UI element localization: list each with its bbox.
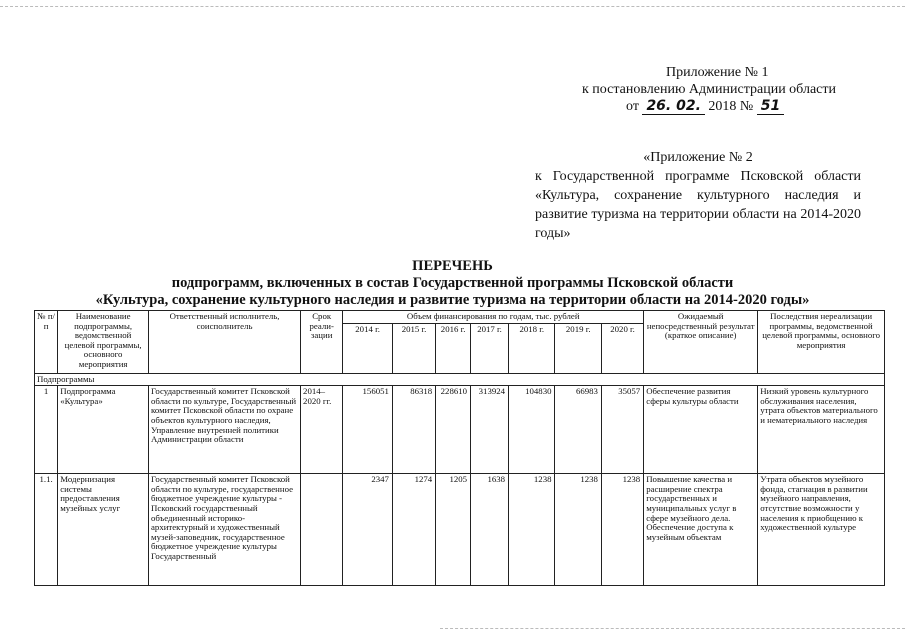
cell-value: 1638 <box>471 474 509 586</box>
handwritten-number: 51 <box>757 98 784 115</box>
cell-responsible: Государственный комитет Псковской области по культуре, Государственный комитет Псковской области по охране объектов культурного наследия, Управление внутренней политики Администрации области <box>149 386 301 474</box>
header-consequences: Последствия нереализации программы, ведомственной целевой программы, основного мероприятия <box>758 311 885 374</box>
document-heading <box>0 258 905 309</box>
header-year: 2014 г. <box>343 323 393 373</box>
header-year: 2019 г. <box>555 323 601 373</box>
appendix1-date-line <box>626 98 784 115</box>
header-year: 2017 г. <box>471 323 509 373</box>
cell-value: 228610 <box>436 386 471 474</box>
header-funding: Объем финансирования по годам, тыс. рублей <box>343 311 644 324</box>
header-result: Ожидаемый непосредственный результат (краткое описание) <box>644 311 758 374</box>
cell-term <box>301 474 343 586</box>
cell-value: 1238 <box>601 474 643 586</box>
section-label: Подпрограммы <box>35 373 885 386</box>
cell-value: 1238 <box>509 474 555 586</box>
cell-value: 86318 <box>392 386 435 474</box>
appendix2-title: «Приложение № 2 <box>643 150 753 165</box>
cell-value: 1274 <box>392 474 435 586</box>
header-year: 2015 г. <box>392 323 435 373</box>
header-responsible: Ответственный исполнитель, соисполнитель <box>149 311 301 374</box>
cell-value: 35057 <box>601 386 643 474</box>
appendix1-decree: к постановлению Администрации области <box>582 82 836 97</box>
header-year: 2018 г. <box>509 323 555 373</box>
appendix2-block <box>535 148 861 243</box>
header-name: Наименование подпрограммы, ведомственной целевой программы, основного мероприятия <box>58 311 149 374</box>
table-row <box>35 386 885 474</box>
heading-line3: «Культура, сохранение культурного наследия и развитие туризма на территории области на 2014-2020 годы» <box>95 292 810 308</box>
cell-result: Повышение качества и расширение спектра государственных и муниципальных услуг в сфере музейного дела. Обеспечение доступа к музейным объектам <box>644 474 758 586</box>
table-row <box>35 474 885 586</box>
header-year: 2016 г. <box>436 323 471 373</box>
handwritten-date: 26. 02. <box>642 98 704 115</box>
appendix1-from: от <box>626 99 639 114</box>
subprograms-table <box>34 310 885 586</box>
cell-value: 104830 <box>509 386 555 474</box>
cell-consequences: Низкий уровень культурного обслуживания населения, утрата объектов материального и нематериального наследия <box>758 386 885 474</box>
header-num: № п/п <box>35 311 58 374</box>
heading-line1: ПЕРЕЧЕНЬ <box>412 258 493 274</box>
cell-consequences: Утрата объектов музейного фонда, стагнация в развитии музейного направления, отсутствие возможности у населения к приобщению к художественной культуре <box>758 474 885 586</box>
appendix1-title: Приложение № 1 <box>666 65 769 80</box>
cell-num: 1.1. <box>35 474 58 586</box>
cell-value: 1205 <box>436 474 471 586</box>
cell-value: 66983 <box>555 386 601 474</box>
cell-name: Подпрограмма «Культура» <box>58 386 149 474</box>
cell-value: 1238 <box>555 474 601 586</box>
cell-name: Модернизация системы предоставления музейных услуг <box>58 474 149 586</box>
scan-edge-bottom <box>440 628 905 629</box>
cell-value: 2347 <box>343 474 393 586</box>
cell-responsible: Государственный комитет Псковской области по культуре, государственное бюджетное учреждение культуры - Псковский государственный объединенный историко-архитектурный и художественный музей-заповедник, государственное бюджетное учреждение культуры Государственный <box>149 474 301 586</box>
cell-term: 2014–2020 гг. <box>301 386 343 474</box>
heading-line2: подпрограмм, включенных в состав Государственной программы Псковской области <box>171 275 734 291</box>
cell-result: Обеспечение развития сферы культуры области <box>644 386 758 474</box>
header-term: Срок реали-зации <box>301 311 343 374</box>
scan-edge-top <box>0 6 905 7</box>
appendix1-year-no: 2018 № <box>708 99 754 114</box>
header-year: 2020 г. <box>601 323 643 373</box>
cell-value: 313924 <box>471 386 509 474</box>
cell-value: 156051 <box>343 386 393 474</box>
appendix2-text: к Государственной программе Псковской области «Культура, сохранение культурного наследия и развитие туризма на территории области на 2014-2020 годы» <box>535 169 861 241</box>
cell-num: 1 <box>35 386 58 474</box>
